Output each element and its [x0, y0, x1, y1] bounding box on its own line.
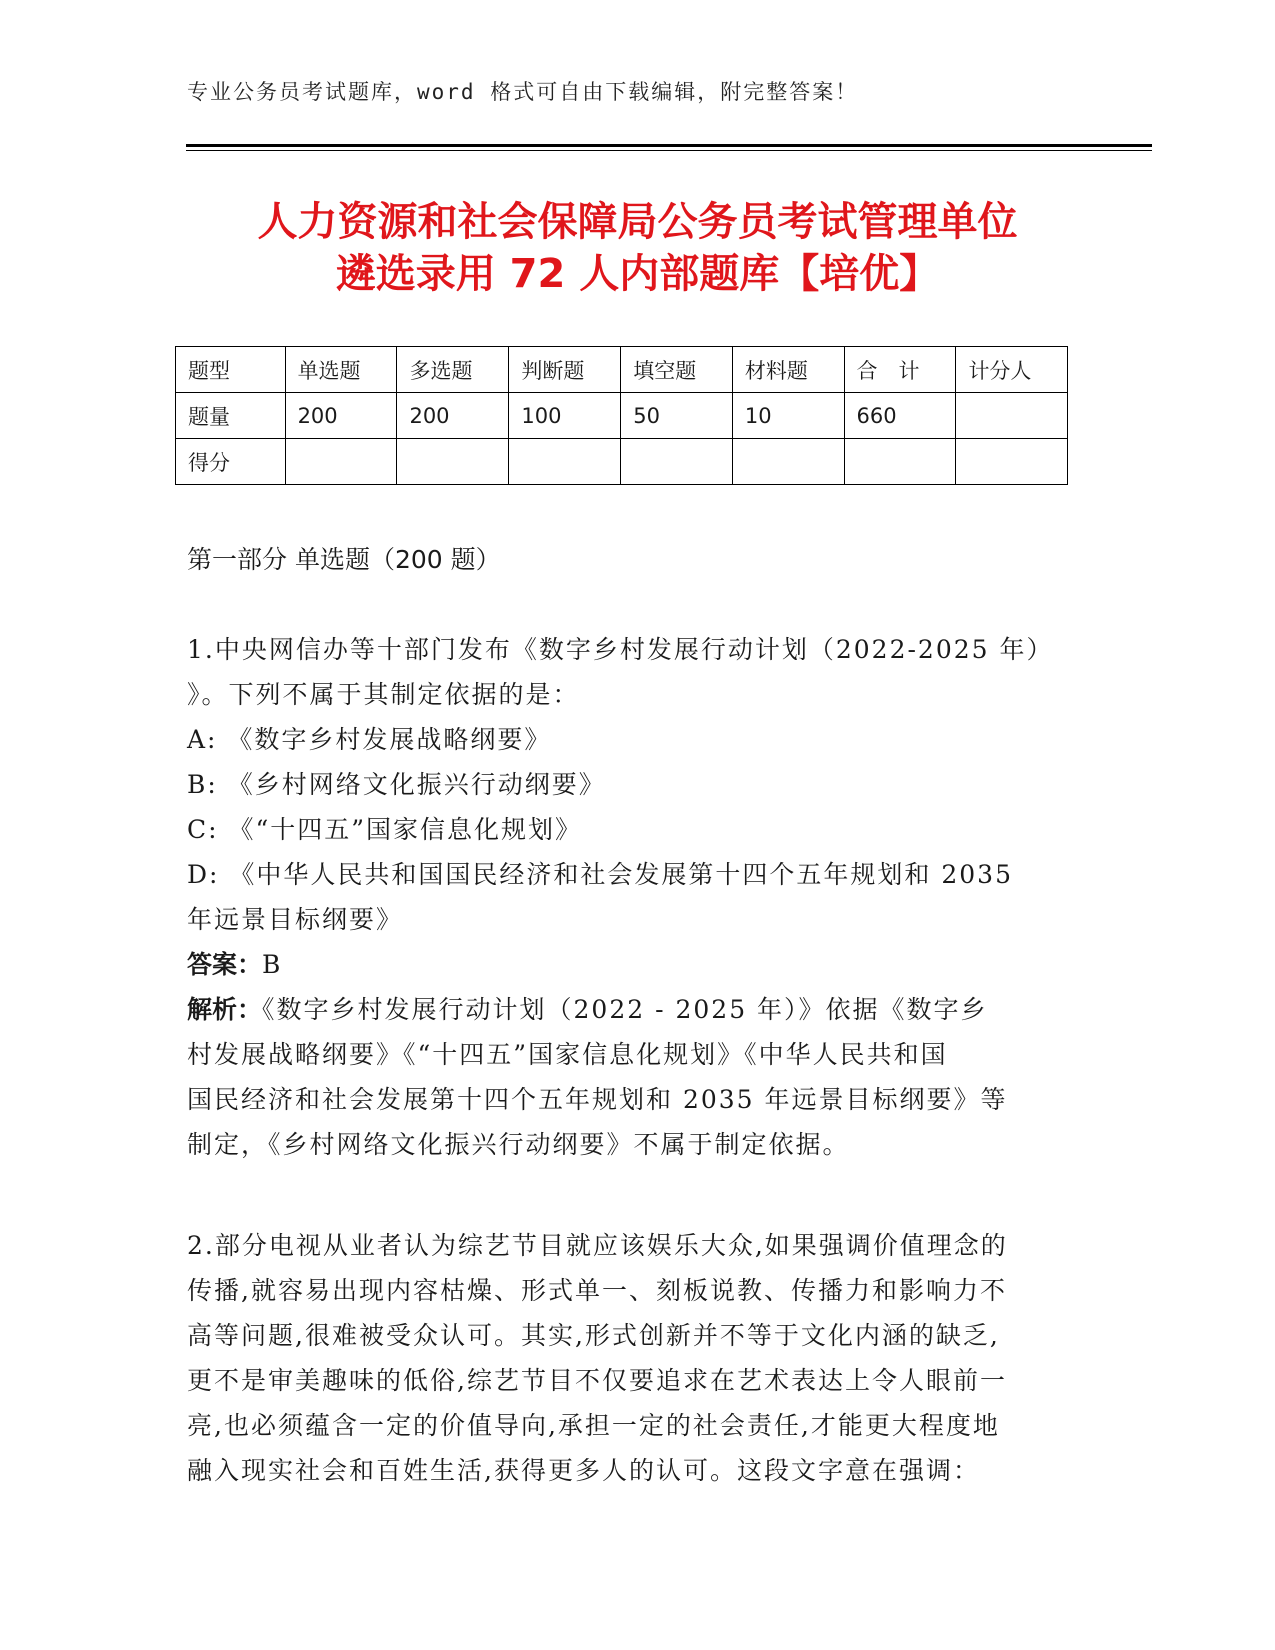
analysis-line	[187, 987, 1067, 1032]
question-stem-line: 高等问题,很难被受众认可。其实,形式创新并不等于文化内涵的缺乏,	[187, 1321, 1000, 1350]
table-cell	[956, 393, 1068, 439]
title-line-1: 人力资源和社会保障局公务员考试管理单位	[257, 199, 1018, 245]
table-row-header	[176, 347, 1068, 393]
question-stem-line: 融入现实社会和百姓生活,获得更多人的认可。这段文字意在强调：	[187, 1456, 980, 1485]
question-stem-line: 亮,也必须蕴含一定的价值导向,承担一定的社会责任,才能更大程度地	[187, 1411, 1000, 1440]
table-cell: 材料题	[732, 347, 844, 393]
table-cell: 题型	[176, 347, 286, 393]
table-cell	[285, 439, 397, 485]
table-row-counts	[176, 393, 1068, 439]
answer	[187, 942, 1067, 987]
option-d-line: D: 《中华人民共和国国民经济和社会发展第十四个五年规划和 2035	[187, 860, 1013, 889]
table-cell: 多选题	[397, 347, 509, 393]
option-a: A: 《数字乡村发展战略纲要》	[187, 725, 552, 754]
table-cell: 合 计	[844, 347, 956, 393]
answer-value: B	[262, 950, 283, 979]
analysis-line: 村发展战略纲要》《“十四五”国家信息化规划》《中华人民共和国	[187, 1040, 948, 1069]
question-stem-line: 2.部分电视从业者认为综艺节目就应该娱乐大众,如果强调价值理念的	[187, 1231, 1008, 1260]
analysis-line: 制定，《乡村网络文化振兴行动纲要》不属于制定依据。	[187, 1130, 850, 1159]
option-c: C: 《“十四五”国家信息化规划》	[187, 815, 583, 844]
table-cell: 200	[285, 393, 397, 439]
question-stem-line: 传播,就容易出现内容枯燥、形式单一、刻板说教、传播力和影响力不	[187, 1276, 1007, 1305]
table-cell: 得分	[176, 439, 286, 485]
table-cell	[844, 439, 956, 485]
table-cell: 判断题	[509, 347, 621, 393]
option-d-line: 年远景目标纲要》	[187, 905, 404, 934]
table-cell: 单选题	[285, 347, 397, 393]
option-b: B: 《乡村网络文化振兴行动纲要》	[187, 770, 606, 799]
table-cell: 填空题	[621, 347, 733, 393]
question-1	[187, 627, 1067, 1167]
table-row-scores	[176, 439, 1068, 485]
title-line-2: 遴选录用 72 人内部题库【培优】	[335, 251, 940, 297]
table-cell	[732, 439, 844, 485]
analysis-label: 解析：	[187, 995, 263, 1024]
analysis-line: 国民经济和社会发展第十四个五年规划和 2035 年远景目标纲要》等	[187, 1085, 1008, 1114]
table-cell: 计分人	[956, 347, 1068, 393]
answer-label: 答案：	[187, 950, 263, 979]
table-cell: 200	[397, 393, 509, 439]
table-cell: 660	[844, 393, 956, 439]
table-cell	[397, 439, 509, 485]
question-2	[187, 1223, 1067, 1493]
page-header-note: 专业公务员考试题库，word 格式可自由下载编辑，附完整答案！	[187, 80, 859, 104]
table-cell: 50	[621, 393, 733, 439]
question-stem-line: 1.中央网信办等十部门发布《数字乡村发展行动计划（2022-2025 年）	[187, 635, 1054, 664]
header-divider-thin	[186, 150, 1152, 151]
analysis-text: 《数字乡村发展行动计划（2022 - 2025 年）》依据《数字乡	[262, 995, 988, 1024]
score-table	[175, 346, 1068, 485]
table-cell	[509, 439, 621, 485]
table-cell: 100	[509, 393, 621, 439]
document-title	[130, 196, 1145, 300]
table-cell	[956, 439, 1068, 485]
table-cell: 题量	[176, 393, 286, 439]
question-stem-line: 》。下列不属于其制定依据的是：	[187, 680, 580, 709]
section-title: 第一部分 单选题（200 题）	[187, 545, 501, 574]
table-cell	[621, 439, 733, 485]
table-cell: 10	[732, 393, 844, 439]
question-stem-line: 更不是审美趣味的低俗,综艺节目不仅要追求在艺术表达上令人眼前一	[187, 1366, 1007, 1395]
header-divider-thick	[186, 144, 1152, 147]
